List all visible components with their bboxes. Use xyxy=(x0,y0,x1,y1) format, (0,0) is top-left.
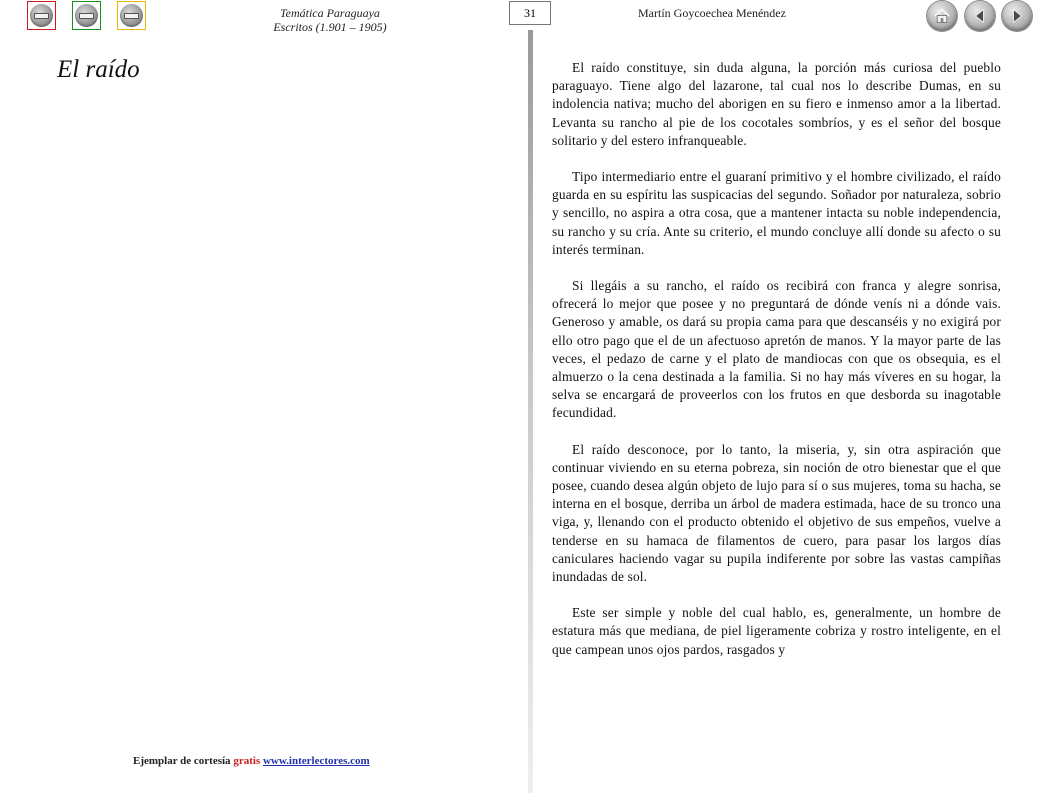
home-button[interactable] xyxy=(927,1,957,31)
chapter-title: El raído xyxy=(57,56,140,83)
paragraph: El raído constituye, sin duda alguna, la porción más curiosa del pueblo paraguayo. Tiene algo del lazarone, tal cual nos lo describe Dumas, en su indolencia nativa; mucho del aborigen en su fiero e inmenso amor a la libertad. Levanta su rancho al pie de los cocotales sombríos, y es el señor del bosque solitario y del estero infranqueable. xyxy=(552,60,1001,148)
home-icon xyxy=(933,7,951,25)
minus-icon xyxy=(75,4,98,27)
page-divider xyxy=(528,30,533,793)
minimize-button-yellow[interactable] xyxy=(117,1,146,30)
book-title: Temática Paraguaya xyxy=(280,6,380,20)
minimize-button-red[interactable] xyxy=(27,1,56,30)
arrow-right-icon xyxy=(1008,7,1026,25)
minus-icon xyxy=(30,4,53,27)
paragraph: Tipo intermediario entre el guaraní primitivo y el hombre civilizado, el raído guarda en su espíritu las suspicacias del segundo. Soñador por naturaleza, sobrio y sencillo, no aspira a otra cosa, que a mantener intacta su noble independencia, su rancho y su cría. Ante su criterio, el mundo concluye allí donde su afecto o su interés terminan. xyxy=(552,169,1001,257)
body-text xyxy=(552,59,1001,723)
paragraph: El raído desconoce, por lo tanto, la miseria, y, sin otra aspiración que continuar viviendo en su eterna pobreza, sin noción de otro bienestar que el que posee, cuando desea algún objeto de lujo para sí o sus mujeres, toma su hacha, se interna en el bosque, derriba un árbol de madera estimada, hace de su tronco una viga, y, llenando con el producto obtenido el objetivo de sus empeños, vuelve a tenderse en su hamaca de filamentos de cuero, para pasar los largos días caniculares haciendo vagar su pupila indiferente por sobre las vastas campiñas inundadas de sol. xyxy=(552,441,1001,585)
footer-link[interactable]: www.interlectores.com xyxy=(262,755,370,767)
arrow-left-icon xyxy=(971,7,989,25)
paragraph: Este ser simple y noble del cual hablo, es, generalmente, un hombre de estatura más que mediana, de piel ligeramente cobriza y rostro inteligente, en el que campean unos ojos pardos, rasgados y xyxy=(552,605,1001,657)
page-number: 31 xyxy=(509,1,551,25)
minus-icon xyxy=(120,4,143,27)
next-page-button[interactable] xyxy=(1002,1,1032,31)
minimize-button-green[interactable] xyxy=(72,1,101,30)
book-subtitle: Escritos (1.901 – 1905) xyxy=(273,20,387,34)
footer-gratis: gratis xyxy=(233,755,261,767)
book-header xyxy=(225,6,435,34)
footer xyxy=(133,755,370,767)
previous-page-button[interactable] xyxy=(965,1,995,31)
paragraph: Si llegáis a su rancho, el raído os recibirá con franca y alegre sonrisa, ofrecerá lo mejor que posee y no preguntará de dónde venís ni a dónde vais. Generoso y amable, os dará su propia cama para que descanséis y no exigirá por ello otro pago que el de un afectuoso apretón de manos. Y la mayor parte de las veces, el pedazo de carne y el plato de mandiocas con que os obsequia, es el almuerzo o la cena destinada a la familia. Si no hay más víveres en su hogar, la selva se encargará de proveerlos con los frutos en que desborda su inagotable fecundidad. xyxy=(552,278,1001,421)
footer-prefix: Ejemplar de cortesía xyxy=(133,755,231,767)
author-name: Martín Goycoechea Menéndez xyxy=(638,6,786,20)
